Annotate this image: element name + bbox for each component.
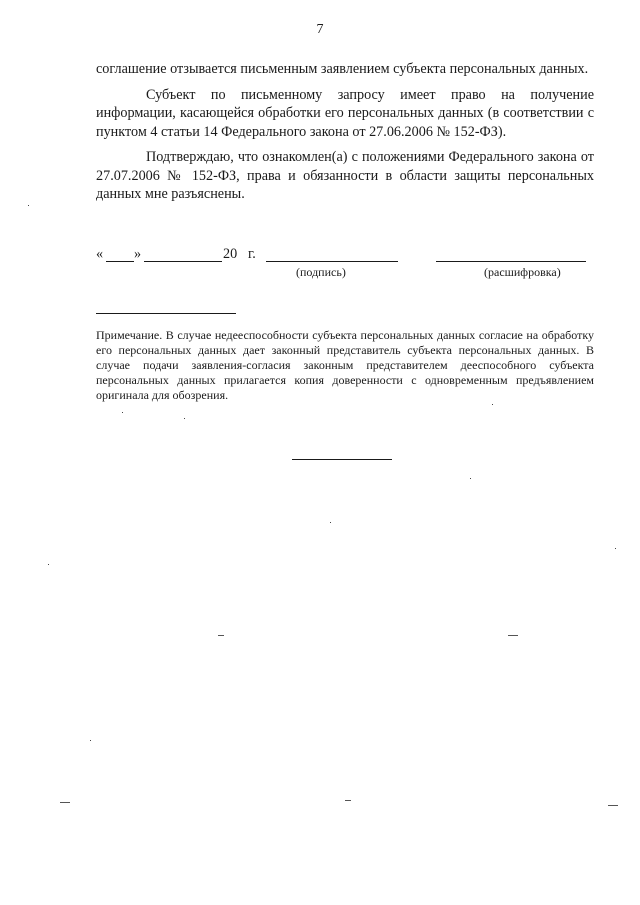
footnote-separator [96, 313, 236, 314]
year-suffix: г. [248, 246, 256, 262]
decoding-line [436, 261, 586, 262]
scan-speck [492, 404, 493, 405]
scan-speck [90, 740, 91, 741]
scan-dash [608, 805, 618, 806]
scan-speck [122, 412, 123, 413]
day-blank-line [106, 261, 134, 262]
scan-dash [60, 802, 70, 803]
scan-dash [345, 800, 351, 801]
signature-caption: (подпись) [296, 265, 346, 279]
scan-speck [615, 548, 616, 549]
scan-speck [48, 564, 49, 565]
month-blank-line [144, 261, 222, 262]
scan-dash [508, 635, 518, 636]
end-of-text-rule [292, 459, 392, 460]
decoding-caption: (расшифровка) [484, 265, 561, 279]
paragraph-3: Подтверждаю, что ознакомлен(а) с положениями Федерального закона от 27.07.2006 № 152-ФЗ, права и обязанности в области защиты персональных данных мне разъяснены. [96, 149, 594, 202]
date-open-quote: « [96, 246, 104, 262]
scan-speck [470, 478, 471, 479]
paragraph-1: соглашение отзывается письменным заявлением субъекта персональных данных. [96, 61, 589, 77]
scan-speck [28, 205, 29, 206]
page-number: 7 [316, 22, 324, 37]
scan-speck [184, 418, 185, 419]
paragraph-2: Субъект по письменному запросу имеет право на получение информации, касающейся обработки его персональных данных (в соответствии с пунктом 4 статьи 14 Федерального закона от 27.06.2006 № 152-ФЗ). [96, 86, 594, 140]
signature-row [96, 246, 594, 282]
body-text [96, 60, 594, 204]
scan-speck [330, 522, 331, 523]
footnote-note: Примечание. В случае недееспособности субъекта персональных данных согласие на обработку его персональных данных дает законный представитель субъекта персональных данных. В случае подачи заявления-согласия законным представителем дееспособного субъекта персональных данных прилагается копия доверенности с одновременным предъявлением оригинала для обозрения. [96, 328, 594, 402]
year-prefix: 20 [223, 246, 238, 262]
signature-line [266, 261, 398, 262]
date-close-quote: » [134, 246, 142, 262]
scan-dash [218, 635, 224, 636]
